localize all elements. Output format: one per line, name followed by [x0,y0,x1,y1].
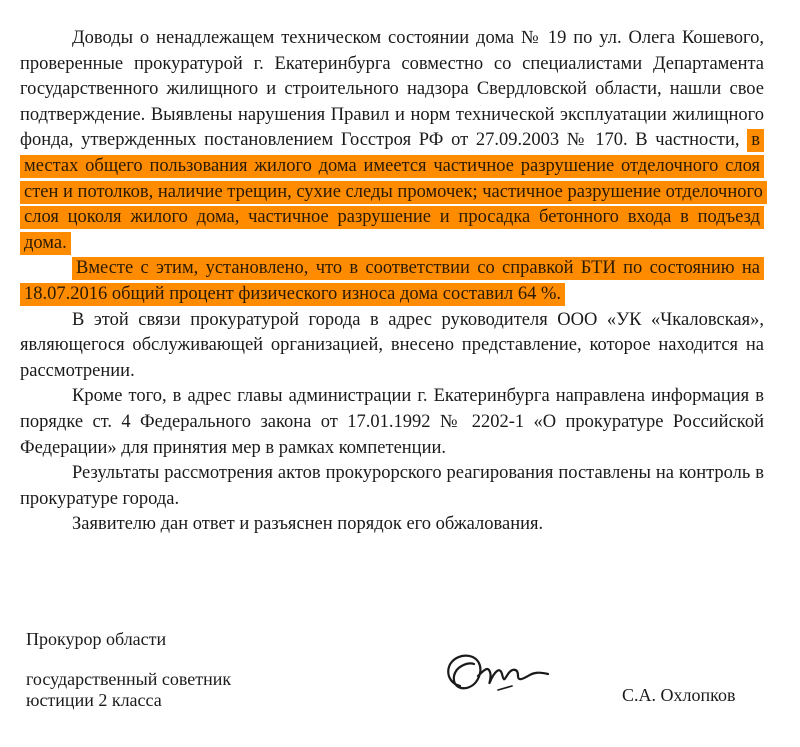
signature-block [26,628,766,728]
letter-page [20,26,764,538]
highlighted-text: в местах общего пользования жилого дома имеется частичное разрушение отделочного слоя стен и потолков, наличие трещин, сухие следы промочек; частичное разрушение отделочного слоя цоколя жилого дома, частичное разрушение и просадка бетонного входа в подъезд дома. [20,129,767,254]
signatory-position: Прокурор области [26,629,167,649]
handwritten-signature-icon [438,646,558,706]
signatory-rank-line2: юстиции 2 класса [26,690,162,710]
text-segment: Доводы о ненадлежащем техническом состоянии дома № 19 по ул. Олега Кошевого, проверенные прокуратурой г. Екатеринбурга совместно со специалистами Департамента государственного жилищного и строительного надзора Свердловской области, нашли свое подтверждение. Выявлены нарушения Правил и норм технической эксплуатации жилищного фонда, утвержденных постановлением Госстроя РФ от 27.09.2003 № 170. В частности, [20,28,764,151]
text-segment: Кроме того, в адрес главы администрации г. Екатеринбурга направлена информация в порядке ст. 4 Федерального закона от 17.01.1992 № 2202-1 «О прокуратуре Российской Федерации» для принятия мер в рамках компетенции. [20,386,764,458]
paragraph [20,256,764,307]
paragraph [20,461,764,512]
paragraph [20,308,764,385]
text-segment: Результаты рассмотрения актов прокурорского реагирования поставлены на контроль в прокуратуре города. [20,463,764,509]
signatory-name: С.А. Охлопков [622,685,736,705]
signatory-rank-line1: государственный советник [26,669,232,689]
text-segment: Заявителю дан ответ и разъяснен порядок его обжалования. [72,514,544,535]
paragraph [20,26,764,256]
letter-body [20,26,764,538]
text-segment: В этой связи прокуратурой города в адрес руководителя ООО «УК «Чкаловская», являющегося обслуживающей организацией, внесено представление, которое находится на рассмотрении. [20,309,764,381]
highlighted-text: Вместе с этим, установлено, что в соответствии со справкой БТИ по состоянию на 18.07.2016 общий процент физического износа дома составил 64 %. [20,257,764,306]
paragraph [20,384,764,461]
paragraph [20,512,764,538]
